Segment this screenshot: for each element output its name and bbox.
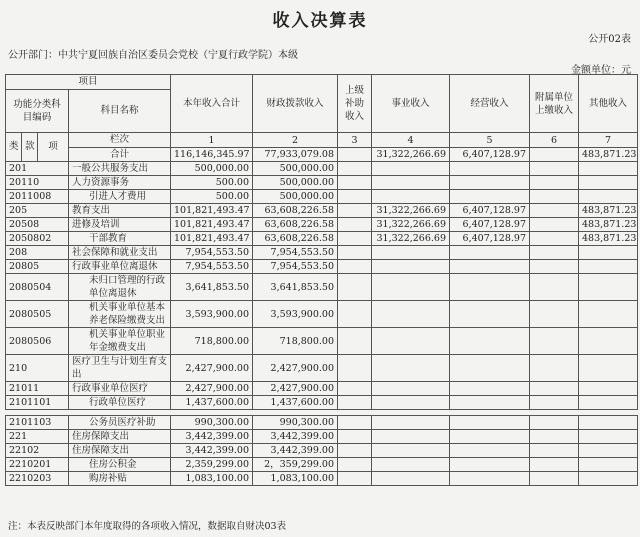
amount-cell-affiliated xyxy=(530,246,579,260)
header-xiang: 项 xyxy=(38,133,69,162)
footnote: 注：本表反映部门本年度取得的各项收入情况，数据取自财决03表 xyxy=(8,521,287,532)
amount-cell-other xyxy=(579,301,638,328)
amount-cell-affiliated xyxy=(530,430,579,444)
amount-cell-business: 31,322,266.69 xyxy=(372,218,450,232)
col-number: 5 xyxy=(450,133,530,148)
subject-name-cell: 引进人才费用 xyxy=(69,190,171,204)
amount-cell-business: 31,322,266.69 xyxy=(372,204,450,218)
amount-cell-affiliated xyxy=(530,204,579,218)
header-operating-income: 经营收入 xyxy=(450,75,530,133)
subject-name-cell: 住房公积金 xyxy=(69,458,171,472)
amount-cell-superior xyxy=(338,458,372,472)
col-number: 6 xyxy=(530,133,579,148)
header-superior-subsidy: 上级补助收入 xyxy=(338,75,372,133)
amount-cell-business: 31,322,266.69 xyxy=(372,232,450,246)
function-code-cell: 2101103 xyxy=(6,416,69,430)
amount-cell-total: 500.00 xyxy=(171,190,253,204)
amount-cell-operating xyxy=(450,472,530,486)
header-subject-name: 科目名称 xyxy=(69,90,171,133)
amount-cell-total: 500,000.00 xyxy=(171,162,253,176)
header-item: 项目 xyxy=(6,75,171,90)
amount-cell-total: 101,821,493.47 xyxy=(171,232,253,246)
function-code-cell: 20805 xyxy=(6,260,69,274)
total-cell: 6,407,128.97 xyxy=(450,148,530,162)
amount-cell-superior xyxy=(338,301,372,328)
amount-cell-fiscal: 500,000.00 xyxy=(253,190,338,204)
amount-cell-affiliated xyxy=(530,301,579,328)
amount-cell-other: 483,871.23 xyxy=(579,218,638,232)
amount-cell-business xyxy=(372,274,450,301)
amount-cell-business xyxy=(372,472,450,486)
amount-cell-fiscal: 990,300.00 xyxy=(253,416,338,430)
amount-cell-other xyxy=(579,162,638,176)
subject-name-cell: 医疗卫生与计划生育支出 xyxy=(69,355,171,382)
table-row xyxy=(6,355,638,382)
amount-cell-superior xyxy=(338,204,372,218)
amount-cell-business xyxy=(372,260,450,274)
amount-cell-total: 3,442,399.00 xyxy=(171,430,253,444)
header-business-income: 事业收入 xyxy=(372,75,450,133)
income-table xyxy=(5,74,638,486)
amount-cell-total: 3,593,900.00 xyxy=(171,301,253,328)
function-code-cell: 2050802 xyxy=(6,232,69,246)
amount-cell-operating xyxy=(450,246,530,260)
function-code-cell: 2210203 xyxy=(6,472,69,486)
table-row xyxy=(6,444,638,458)
amount-cell-affiliated xyxy=(530,274,579,301)
subject-name-cell: 进修及培训 xyxy=(69,218,171,232)
amount-cell-superior xyxy=(338,218,372,232)
amount-cell-other xyxy=(579,430,638,444)
amount-cell-operating xyxy=(450,162,530,176)
amount-cell-total: 7,954,553.50 xyxy=(171,260,253,274)
table-row xyxy=(6,301,638,328)
amount-cell-affiliated xyxy=(530,444,579,458)
amount-cell-operating xyxy=(450,416,530,430)
col-number: 7 xyxy=(579,133,638,148)
subject-name-cell: 住房保障支出 xyxy=(69,430,171,444)
amount-cell-affiliated xyxy=(530,458,579,472)
amount-cell-fiscal: 1,437,600.00 xyxy=(253,396,338,410)
amount-cell-other xyxy=(579,328,638,355)
subject-name-cell: 教育支出 xyxy=(69,204,171,218)
header-fiscal-income: 财政拨款收入 xyxy=(253,75,338,133)
amount-cell-total: 2,427,900.00 xyxy=(171,355,253,382)
amount-cell-total: 101,821,493.47 xyxy=(171,218,253,232)
subject-name-cell: 一般公共服务支出 xyxy=(69,162,171,176)
subject-name-cell: 未归口管理的行政单位离退休 xyxy=(69,274,171,301)
subject-name-cell: 购房补贴 xyxy=(69,472,171,486)
amount-cell-superior xyxy=(338,396,372,410)
amount-cell-operating xyxy=(450,430,530,444)
table-row xyxy=(6,176,638,190)
amount-cell-fiscal: 63,608,226.58 xyxy=(253,218,338,232)
amount-cell-fiscal: 7,954,553.50 xyxy=(253,260,338,274)
function-code-cell: 22102 xyxy=(6,444,69,458)
col-number: 4 xyxy=(372,133,450,148)
header-function-code: 功能分类科目编码 xyxy=(6,90,69,133)
amount-cell-business xyxy=(372,430,450,444)
amount-cell-other xyxy=(579,260,638,274)
amount-cell-other xyxy=(579,416,638,430)
amount-cell-affiliated xyxy=(530,355,579,382)
amount-cell-fiscal: 7,954,553.50 xyxy=(253,246,338,260)
amount-cell-operating xyxy=(450,176,530,190)
subject-name-cell: 社会保障和就业支出 xyxy=(69,246,171,260)
amount-cell-other xyxy=(579,176,638,190)
amount-cell-operating xyxy=(450,458,530,472)
amount-cell-other xyxy=(579,274,638,301)
amount-cell-other xyxy=(579,444,638,458)
amount-cell-operating xyxy=(450,328,530,355)
page-title: 收入决算表 xyxy=(272,11,368,31)
amount-cell-other xyxy=(579,246,638,260)
table-row xyxy=(6,382,638,396)
amount-cell-other xyxy=(579,458,638,472)
amount-cell-affiliated xyxy=(530,260,579,274)
amount-cell-fiscal: 63,608,226.58 xyxy=(253,232,338,246)
amount-cell-other xyxy=(579,472,638,486)
amount-cell-affiliated xyxy=(530,232,579,246)
amount-cell-fiscal: 718,800.00 xyxy=(253,328,338,355)
amount-cell-fiscal: 2，359,299.00 xyxy=(253,458,338,472)
amount-cell-affiliated xyxy=(530,190,579,204)
amount-cell-fiscal: 3,442,399.00 xyxy=(253,430,338,444)
function-code-cell: 2011008 xyxy=(6,190,69,204)
amount-cell-superior xyxy=(338,176,372,190)
amount-cell-business xyxy=(372,396,450,410)
total-cell: 77,933,079.08 xyxy=(253,148,338,162)
amount-cell-total: 3,641,853.50 xyxy=(171,274,253,301)
header-other-income: 其他收入 xyxy=(579,75,638,133)
table-row xyxy=(6,396,638,410)
amount-cell-total: 718,800.00 xyxy=(171,328,253,355)
function-code-cell: 20508 xyxy=(6,218,69,232)
table-row xyxy=(6,260,638,274)
function-code-cell: 221 xyxy=(6,430,69,444)
amount-cell-other xyxy=(579,355,638,382)
amount-cell-superior xyxy=(338,328,372,355)
amount-cell-fiscal: 2,427,900.00 xyxy=(253,355,338,382)
table-row xyxy=(6,162,638,176)
department-label: 公开部门：中共宁夏回族自治区委员会党校（宁夏行政学院）本级 xyxy=(8,50,298,61)
amount-cell-fiscal: 3,641,853.50 xyxy=(253,274,338,301)
amount-cell-affiliated xyxy=(530,382,579,396)
amount-cell-total: 3,442,399.00 xyxy=(171,444,253,458)
function-code-cell: 2101101 xyxy=(6,396,69,410)
amount-cell-operating xyxy=(450,355,530,382)
amount-cell-operating: 6,407,128.97 xyxy=(450,232,530,246)
amount-cell-superior xyxy=(338,162,372,176)
amount-cell-business xyxy=(372,355,450,382)
amount-cell-business xyxy=(372,416,450,430)
header-kuan: 款 xyxy=(22,133,38,162)
amount-cell-fiscal: 63,608,226.58 xyxy=(253,204,338,218)
total-label: 合计 xyxy=(69,148,171,162)
header-affiliated-income: 附属单位上缴收入 xyxy=(530,75,579,133)
header-lanci: 栏次 xyxy=(69,133,171,148)
amount-cell-operating xyxy=(450,301,530,328)
subject-name-cell: 行政单位医疗 xyxy=(69,396,171,410)
doc-code: 公开02表 xyxy=(588,34,631,45)
table-row xyxy=(6,328,638,355)
amount-cell-other xyxy=(579,190,638,204)
amount-cell-superior xyxy=(338,416,372,430)
col-number: 2 xyxy=(253,133,338,148)
amount-cell-total: 101,821,493.47 xyxy=(171,204,253,218)
table-row xyxy=(6,232,638,246)
amount-cell-superior xyxy=(338,274,372,301)
total-cell xyxy=(530,148,579,162)
amount-cell-total: 1,083,100.00 xyxy=(171,472,253,486)
amount-cell-business xyxy=(372,162,450,176)
function-code-cell: 2080506 xyxy=(6,328,69,355)
table-row xyxy=(6,430,638,444)
amount-cell-business xyxy=(372,382,450,396)
amount-cell-affiliated xyxy=(530,218,579,232)
table-row xyxy=(6,218,638,232)
table-row xyxy=(6,458,638,472)
amount-cell-operating xyxy=(450,260,530,274)
table-row xyxy=(6,274,638,301)
total-cell xyxy=(338,148,372,162)
amount-cell-superior xyxy=(338,472,372,486)
subject-name-cell: 住房保障支出 xyxy=(69,444,171,458)
total-cell: 483,871.23 xyxy=(579,148,638,162)
table-row xyxy=(6,416,638,430)
function-code-cell: 2080504 xyxy=(6,274,69,301)
amount-cell-fiscal: 1,083,100.00 xyxy=(253,472,338,486)
subject-name-cell: 行政事业单位医疗 xyxy=(69,382,171,396)
subject-name-cell: 干部教育 xyxy=(69,232,171,246)
total-cell: 31,322,266.69 xyxy=(372,148,450,162)
amount-cell-affiliated xyxy=(530,328,579,355)
amount-cell-other: 483,871.23 xyxy=(579,232,638,246)
subject-name-cell: 人力资源事务 xyxy=(69,176,171,190)
header-lei: 类 xyxy=(6,133,22,162)
amount-cell-operating xyxy=(450,190,530,204)
amount-cell-business xyxy=(372,301,450,328)
function-code-cell: 205 xyxy=(6,204,69,218)
subject-name-cell: 公务员医疗补助 xyxy=(69,416,171,430)
function-code-cell: 201 xyxy=(6,162,69,176)
amount-cell-other: 483,871.23 xyxy=(579,204,638,218)
col-number: 1 xyxy=(171,133,253,148)
amount-cell-operating xyxy=(450,274,530,301)
amount-cell-business xyxy=(372,176,450,190)
amount-cell-superior xyxy=(338,232,372,246)
function-code-cell: 208 xyxy=(6,246,69,260)
amount-cell-affiliated xyxy=(530,176,579,190)
subject-name-cell: 行政事业单位离退休 xyxy=(69,260,171,274)
amount-cell-total: 1,437,600.00 xyxy=(171,396,253,410)
unit-label: 金额单位：元 xyxy=(571,65,631,76)
subject-name-cell: 机关事业单位职业年金缴费支出 xyxy=(69,328,171,355)
total-cell: 116,146,345.97 xyxy=(171,148,253,162)
amount-cell-business xyxy=(372,458,450,472)
amount-cell-superior xyxy=(338,444,372,458)
header-total-income: 本年收入合计 xyxy=(171,75,253,133)
function-code-cell: 2080505 xyxy=(6,301,69,328)
amount-cell-affiliated xyxy=(530,472,579,486)
amount-cell-business xyxy=(372,190,450,204)
amount-cell-affiliated xyxy=(530,416,579,430)
function-code-cell: 20110 xyxy=(6,176,69,190)
amount-cell-superior xyxy=(338,382,372,396)
amount-cell-fiscal: 3,593,900.00 xyxy=(253,301,338,328)
amount-cell-superior xyxy=(338,430,372,444)
amount-cell-operating xyxy=(450,382,530,396)
amount-cell-operating xyxy=(450,444,530,458)
table-row xyxy=(6,204,638,218)
amount-cell-total: 990,300.00 xyxy=(171,416,253,430)
amount-cell-other xyxy=(579,396,638,410)
amount-cell-total: 2,359,299.00 xyxy=(171,458,253,472)
function-code-cell: 210 xyxy=(6,355,69,382)
amount-cell-operating xyxy=(450,396,530,410)
amount-cell-superior xyxy=(338,260,372,274)
col-number: 3 xyxy=(338,133,372,148)
amount-cell-affiliated xyxy=(530,396,579,410)
amount-cell-total: 500.00 xyxy=(171,176,253,190)
function-code-cell: 21011 xyxy=(6,382,69,396)
amount-cell-superior xyxy=(338,246,372,260)
amount-cell-fiscal: 2,427,900.00 xyxy=(253,382,338,396)
amount-cell-fiscal: 500,000.00 xyxy=(253,176,338,190)
amount-cell-total: 7,954,553.50 xyxy=(171,246,253,260)
amount-cell-fiscal: 3,442,399.00 xyxy=(253,444,338,458)
amount-cell-total: 2,427,900.00 xyxy=(171,382,253,396)
amount-cell-operating: 6,407,128.97 xyxy=(450,218,530,232)
amount-cell-business xyxy=(372,328,450,355)
subject-name-cell: 机关事业单位基本养老保险缴费支出 xyxy=(69,301,171,328)
function-code-cell: 2210201 xyxy=(6,458,69,472)
amount-cell-operating: 6,407,128.97 xyxy=(450,204,530,218)
amount-cell-affiliated xyxy=(530,162,579,176)
table-row xyxy=(6,472,638,486)
amount-cell-superior xyxy=(338,355,372,382)
table-row xyxy=(6,190,638,204)
amount-cell-superior xyxy=(338,190,372,204)
amount-cell-fiscal: 500,000.00 xyxy=(253,162,338,176)
amount-cell-other xyxy=(579,382,638,396)
amount-cell-business xyxy=(372,444,450,458)
amount-cell-business xyxy=(372,246,450,260)
table-row xyxy=(6,246,638,260)
